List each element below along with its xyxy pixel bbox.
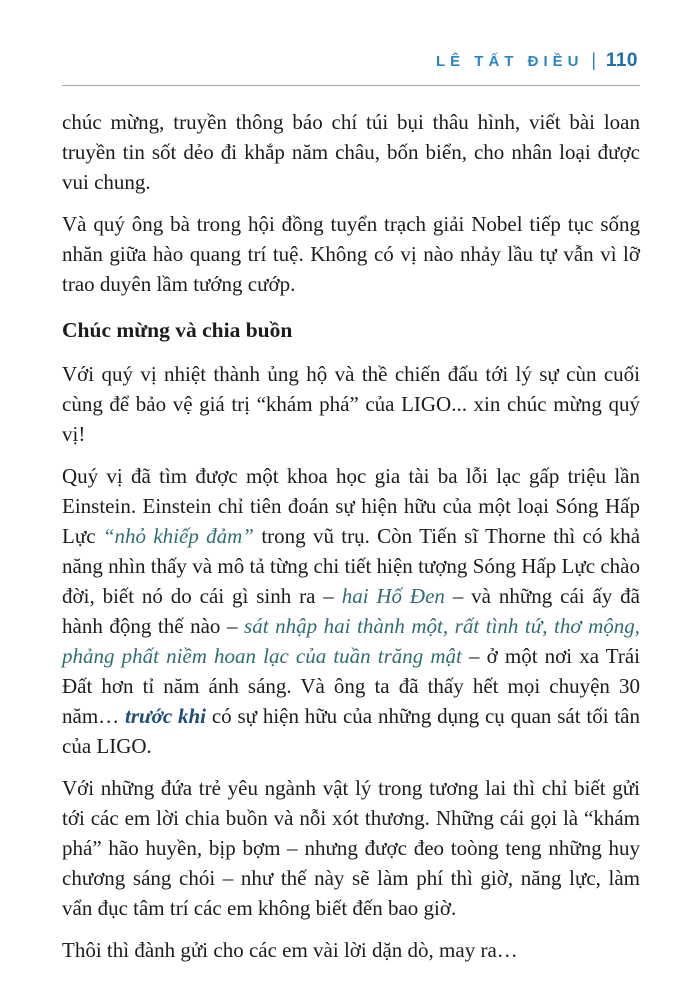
paragraph-4-strong-emphasis: trước khi [124,704,206,728]
running-header-author: LÊ TẤT ĐIỀU [435,53,584,70]
page-number: 110 [605,50,638,71]
header-rule [62,85,640,86]
paragraph-6: Thôi thì đành gửi cho các em vài lời dặn dò, may ra… [62,938,518,962]
running-header-separator: | [591,50,596,70]
paragraph-1: chúc mừng, truyền thông báo chí túi bụi thâu hình, viết bài loan truyền tin sốt dẻo đi khắp năm châu, bốn biển, cho nhân loại được vui chung. [62,110,640,194]
paragraph-3: Với quý vị nhiệt thành ủng hộ và thề chiến đấu tới lý sự cùn cuối cùng để bảo vệ giá trị “khám phá” của LIGO... xin chúc mừng quý vị! [62,362,640,446]
paragraph-4-emphasis: “nhỏ khiếp đảm” [102,524,254,548]
running-header [62,50,640,72]
paragraph-5: Với những đứa trẻ yêu ngành vật lý trong tương lai thì chỉ biết gửi tới các em lời chia buồn và nỗi xót thương. Những cái gọi là “khám phá” hão huyền, bịp bợm – nhưng được đeo toòng teng những huy chương sáng chói – như thế này sẽ làm phí thì giờ, năng lực, làm vẩn đục tâm trí các em không biết đến bao giờ. [62,776,640,920]
paragraph-4-emphasis: sát nhập hai thành một, rất tình tứ, thơ mộng, phảng phất niềm hoan lạc của tuần trăng mật [62,614,640,668]
paragraph-4-segment: – ở một nơi xa Trái Đất hơn tỉ năm ánh sáng. Và ông ta đã thấy hết mọi chuyện 30 năm… [62,644,640,728]
paragraph-4-segment: có sự hiện hữu của những dụng cụ quan sát tối tân của LIGO. [62,704,641,758]
paragraph-4-emphasis: hai Hố Đen [341,584,445,608]
paragraph-4-segment: trong vũ trụ. Còn Tiến sĩ Thorne thì có khả năng nhìn thấy và mô tả từng chi tiết hiện tượng Sóng Hấp Lực chào đời, biết nó do cái gì sinh ra – [62,524,641,608]
paragraph-4-segment: Quý vị đã tìm được một khoa học gia tài ba lỗi lạc gấp triệu lần Einstein. Einstein chỉ tiên đoán sự hiện hữu của một loại Sóng Hấp Lực [62,464,640,548]
page-content [62,107,640,965]
paragraph-2: Và quý ông bà trong hội đồng tuyển trạch giải Nobel tiếp tục sống nhăn giữa hào quang trí tuệ. Không có vị nào nhảy lầu tự vẫn vì lỡ trao duyên lầm tướng cướp. [62,212,640,296]
paragraph-4 [62,461,640,761]
section-heading: Chúc mừng và chia buồn [62,318,293,342]
paragraph-4-segment: – và những cái ấy đã hành động thế nào – [62,584,641,638]
